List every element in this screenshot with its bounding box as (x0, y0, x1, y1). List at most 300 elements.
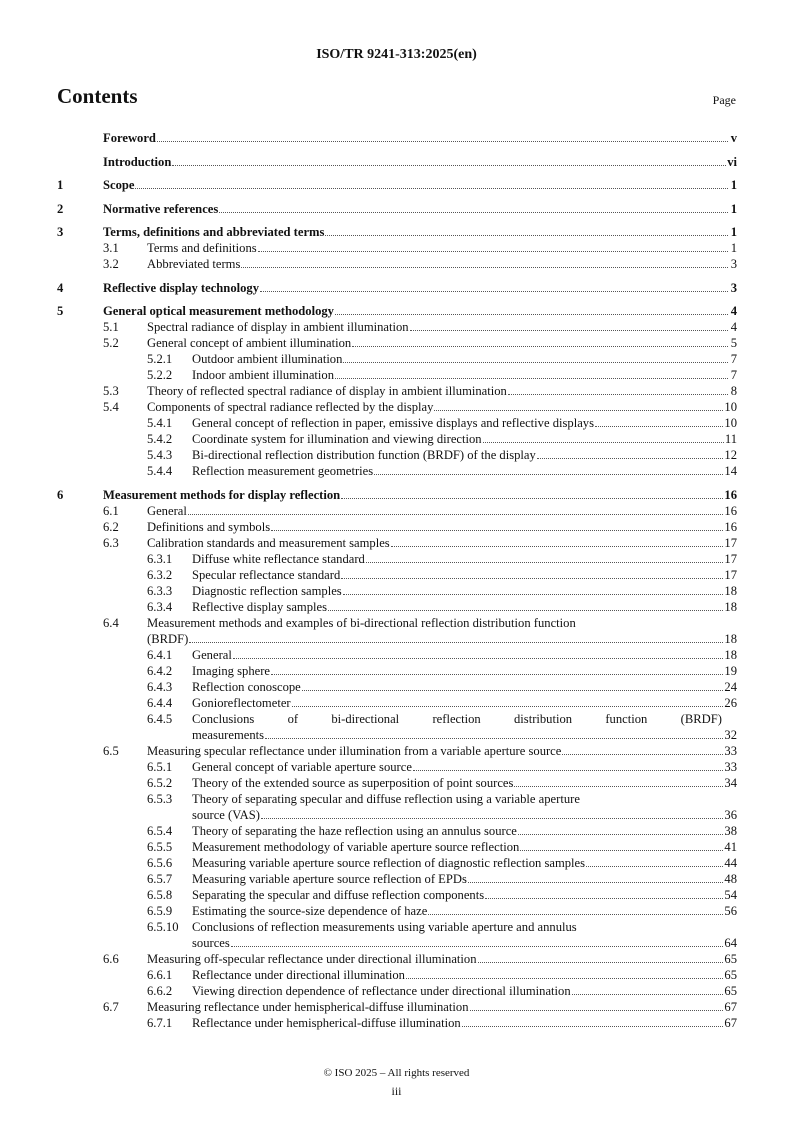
toc-entry-line (57, 201, 737, 217)
section-number: 5.4.4 (147, 464, 173, 478)
toc-entry-line (57, 903, 737, 919)
dot-leader (302, 690, 724, 691)
toc-entry-line (57, 551, 737, 567)
section-title[interactable]: Measurement methods for display reflection (103, 487, 341, 502)
section-title-continuation[interactable]: source (VAS) (192, 807, 260, 822)
section-title[interactable]: Theory of reflected spectral radiance of display in ambient illumination (147, 384, 507, 398)
page-ref[interactable]: 67 (724, 999, 737, 1014)
page-ref[interactable]: 26 (724, 695, 737, 710)
section-number: 5.4.2 (147, 432, 173, 446)
page-ref[interactable]: 56 (724, 903, 737, 918)
section-title[interactable]: Normative references (103, 201, 219, 216)
section-number: 6.4.4 (147, 695, 173, 710)
section-number: 6.4.1 (147, 647, 173, 662)
dot-leader (172, 165, 726, 166)
toc-entry[interactable] (57, 695, 737, 711)
page-ref[interactable]: 65 (724, 983, 737, 998)
toc-entry[interactable] (57, 839, 737, 855)
toc-entry-line (57, 791, 737, 807)
page-ref[interactable]: 33 (724, 743, 737, 758)
section-number: 5.3 (103, 384, 119, 398)
dot-leader (157, 141, 728, 142)
section-title[interactable]: Gonioreflectometer (192, 695, 291, 710)
section-number: 6.3.1 (147, 551, 173, 566)
dot-leader (335, 378, 728, 379)
section-title[interactable]: Components of spectral radiance reflected by the display (147, 400, 434, 414)
section-title[interactable]: Measuring specular reflectance under illumination from a variable aperture source (147, 743, 562, 758)
toc-entry-line (57, 743, 737, 759)
section-title[interactable]: Indoor ambient illumination (192, 368, 335, 382)
dot-leader (572, 994, 724, 995)
toc-entry[interactable] (57, 431, 737, 447)
toc-entry-line (57, 951, 737, 967)
section-number: 6.3.2 (147, 567, 173, 582)
section-title[interactable]: Reflective display samples (192, 599, 327, 614)
page-ref[interactable]: 65 (724, 967, 737, 982)
toc-entry[interactable] (57, 775, 737, 791)
toc-entry[interactable] (57, 663, 737, 679)
section-title[interactable]: Reflectance under hemispherical-diffuse illumination (192, 1015, 461, 1030)
toc-entry[interactable] (57, 280, 737, 296)
toc-entry[interactable] (57, 951, 737, 967)
section-number: 6.5.1 (147, 759, 173, 774)
toc-entry-line (57, 615, 737, 631)
toc-entry[interactable] (57, 256, 737, 272)
dot-leader (231, 946, 724, 947)
section-title[interactable]: General concept of ambient illumination (147, 336, 352, 350)
toc-entry-line (57, 463, 737, 479)
page-ref[interactable]: 3 (730, 280, 737, 295)
toc-entry-line (57, 383, 737, 399)
toc-entry[interactable] (57, 647, 737, 663)
toc-entry[interactable] (57, 759, 737, 775)
page-ref[interactable]: 18 (724, 583, 737, 598)
title-word: distribution (514, 711, 573, 726)
page-ref[interactable]: 16 (724, 487, 737, 502)
dot-leader (341, 578, 723, 579)
toc-entry-line (57, 855, 737, 871)
page-ref[interactable]: 33 (724, 759, 737, 774)
dot-leader (391, 546, 724, 547)
section-title[interactable]: Conclusions of reflection measurements using variable aperture and annulus (192, 919, 577, 934)
section-title[interactable]: Measuring reflectance under hemispherical-diffuse illumination (147, 999, 469, 1014)
dot-leader (595, 426, 723, 427)
section-title[interactable]: Spectral radiance of display in ambient illumination (147, 320, 409, 334)
section-number: 6.4.3 (147, 679, 173, 694)
toc-entry-line (57, 415, 737, 431)
dot-leader (562, 754, 723, 755)
dot-leader (413, 770, 723, 771)
section-title[interactable]: Measuring variable aperture source reflection of diagnostic reflection samples (192, 855, 586, 870)
section-number: 5.2 (103, 336, 119, 350)
page-ref[interactable]: 16 (724, 519, 737, 534)
section-title[interactable]: Specular reflectance standard (192, 567, 341, 582)
toc-entry[interactable] (57, 519, 737, 535)
section-number: 5.2.1 (147, 352, 173, 366)
page-ref[interactable]: 7 (730, 352, 737, 366)
dot-leader (343, 362, 728, 363)
toc-entry[interactable] (57, 855, 737, 871)
dot-leader (518, 834, 724, 835)
dot-leader (189, 642, 723, 643)
toc-entry-line (57, 431, 737, 447)
dot-leader (468, 882, 724, 883)
section-number: 6.4 (103, 615, 119, 630)
toc-entry[interactable] (57, 551, 737, 567)
section-title[interactable]: Theory of separating specular and diffuse reflection using a variable aperture (192, 791, 580, 806)
toc-entry[interactable] (57, 383, 737, 399)
toc-entry-line (57, 567, 737, 583)
toc-entry[interactable] (57, 319, 737, 335)
section-title[interactable]: Outdoor ambient illumination (192, 352, 343, 366)
section-number: 2 (57, 201, 64, 216)
toc-entry-line (57, 367, 737, 383)
toc-entry[interactable] (57, 919, 737, 951)
page-ref[interactable]: 34 (724, 775, 737, 790)
dot-leader (470, 1010, 724, 1011)
section-number: 6.5.7 (147, 871, 173, 886)
section-number: 6.5.8 (147, 887, 173, 902)
dot-leader (258, 251, 728, 252)
dot-leader (485, 898, 723, 899)
section-number: 6.2 (103, 519, 119, 534)
dot-leader (478, 962, 724, 963)
toc-entry[interactable] (57, 415, 737, 431)
page-ref[interactable]: 10 (724, 400, 737, 414)
toc-entry-line (57, 663, 737, 679)
toc-entry-continuation (57, 807, 737, 823)
dot-leader (261, 818, 723, 819)
page-ref[interactable]: 38 (724, 823, 737, 838)
dot-leader (292, 706, 724, 707)
dot-leader (428, 914, 723, 915)
dot-leader (586, 866, 723, 867)
dot-leader (328, 610, 723, 611)
section-number: 6.5.6 (147, 855, 173, 870)
page-ref[interactable]: 1 (730, 178, 737, 192)
page-ref[interactable]: 1 (730, 225, 737, 239)
section-title[interactable]: Reflective display technology (103, 280, 260, 295)
page-ref[interactable]: 4 (730, 304, 737, 318)
dot-leader (343, 594, 724, 595)
toc-entry[interactable] (57, 903, 737, 919)
page-ref[interactable]: 44 (724, 855, 737, 870)
section-number: 6.6 (103, 951, 119, 966)
page-ref[interactable]: vi (727, 154, 737, 169)
toc-entry[interactable] (57, 399, 737, 415)
section-title[interactable]: Estimating the source-size dependence of haze (192, 903, 428, 918)
page-ref[interactable]: 67 (724, 1015, 737, 1030)
page-ref[interactable]: 17 (724, 551, 737, 566)
title-word: of (287, 711, 299, 726)
toc-entry[interactable] (57, 871, 737, 887)
toc-entry[interactable] (57, 130, 737, 146)
section-number: 6.5 (103, 743, 119, 758)
toc-entry-line (57, 319, 737, 335)
section-title[interactable]: Foreword (103, 131, 156, 145)
page-ref[interactable]: 32 (724, 727, 737, 742)
dot-leader (265, 738, 723, 739)
toc-entry[interactable] (57, 823, 737, 839)
toc-entry[interactable] (57, 177, 737, 193)
section-number: 5.2.2 (147, 368, 173, 382)
dot-leader (271, 674, 723, 675)
section-number: 3 (57, 225, 64, 239)
page-ref[interactable]: 17 (724, 535, 737, 550)
section-number: 6.6.2 (147, 983, 173, 998)
toc-entry-line (57, 487, 737, 503)
section-title[interactable]: Introduction (103, 154, 172, 169)
section-title[interactable]: Abbreviated terms (147, 257, 241, 271)
section-title[interactable]: Theory of separating the haze reflection using an annulus source (192, 823, 517, 838)
page-ref[interactable]: 18 (724, 647, 737, 662)
toc-entry-line (57, 839, 737, 855)
dot-leader (483, 442, 724, 443)
section-number: 5 (57, 304, 64, 318)
toc-entry[interactable] (57, 967, 737, 983)
page-ref[interactable]: 18 (724, 631, 737, 646)
section-title-justified[interactable] (192, 711, 722, 727)
section-title[interactable]: Reflection conoscope (192, 679, 301, 694)
section-title[interactable]: General concept of variable aperture source (192, 759, 412, 774)
toc-entry-line (57, 177, 737, 193)
toc-entry[interactable] (57, 567, 737, 583)
dot-leader (434, 410, 723, 411)
dot-leader (406, 978, 723, 979)
dot-leader (537, 458, 724, 459)
dot-leader (241, 267, 728, 268)
toc-entry-line (57, 775, 737, 791)
section-number: 1 (57, 178, 64, 192)
page-ref[interactable]: 1 (730, 241, 737, 255)
toc-entry-line (57, 823, 737, 839)
toc-entry-line (57, 759, 737, 775)
toc-entry-continuation (57, 935, 737, 951)
section-number: 6.5.10 (147, 919, 179, 934)
section-number: 6.5.4 (147, 823, 173, 838)
toc-entry[interactable] (57, 303, 737, 319)
toc-entry[interactable] (57, 487, 737, 503)
section-title[interactable]: Measuring off-specular reflectance under directional illumination (147, 951, 477, 966)
dot-leader (219, 212, 728, 213)
dot-leader (352, 346, 728, 347)
toc-entry-line (57, 695, 737, 711)
section-number: 6.4.2 (147, 663, 173, 678)
title-word: (BRDF) (680, 711, 722, 726)
section-number: 6.7 (103, 999, 119, 1014)
page-title: Contents (57, 84, 138, 108)
toc-entry[interactable] (57, 335, 737, 351)
page-ref[interactable]: 48 (724, 871, 737, 886)
toc-entry-line (57, 983, 737, 999)
page-ref[interactable]: 24 (724, 679, 737, 694)
dot-leader (341, 498, 723, 499)
toc-entry[interactable] (57, 887, 737, 903)
page-ref[interactable]: 64 (724, 935, 737, 950)
toc-entry-line (57, 583, 737, 599)
page-ref[interactable]: 1 (730, 201, 737, 216)
page-ref[interactable]: 41 (724, 839, 737, 854)
section-title[interactable]: General optical measurement methodology (103, 304, 334, 318)
section-number: 6.6.1 (147, 967, 173, 982)
section-title[interactable]: Measuring variable aperture source reflection of EPDs (192, 871, 467, 886)
page-ref[interactable]: 54 (724, 887, 737, 902)
section-number: 5.4 (103, 400, 119, 414)
toc-entry-line (57, 224, 737, 240)
section-title-continuation[interactable]: (BRDF) (147, 631, 189, 646)
section-number: 6.5.5 (147, 839, 173, 854)
toc-entry[interactable] (57, 679, 737, 695)
dot-leader (135, 188, 728, 189)
title-word: Conclusions (192, 711, 255, 726)
toc-entry-line (57, 240, 737, 256)
toc-entry-line (57, 871, 737, 887)
toc-entry-line (57, 303, 737, 319)
toc-entry[interactable] (57, 463, 737, 479)
page-ref[interactable]: 14 (724, 464, 737, 478)
toc-entry[interactable] (57, 201, 737, 217)
page-ref[interactable]: 8 (730, 384, 737, 398)
page-ref[interactable]: 3 (730, 257, 737, 271)
section-number: 5.4.1 (147, 416, 173, 430)
toc-entry-line (57, 447, 737, 463)
toc-entry[interactable] (57, 224, 737, 240)
section-title[interactable]: Reflectance under directional illumination (192, 967, 405, 982)
toc-entry-line (57, 711, 737, 727)
page-ref[interactable]: 36 (724, 807, 737, 822)
page-ref[interactable]: 5 (730, 336, 737, 350)
section-number: 5.1 (103, 320, 119, 334)
toc-entry[interactable] (57, 999, 737, 1015)
section-number: 6.7.1 (147, 1015, 173, 1030)
page-ref[interactable]: 4 (730, 320, 737, 334)
toc-entry[interactable] (57, 583, 737, 599)
dot-leader (335, 314, 728, 315)
section-number: 4 (57, 280, 64, 295)
page-ref[interactable]: 10 (724, 416, 737, 430)
page-number: iii (391, 1084, 402, 1098)
toc-entry[interactable] (57, 240, 737, 256)
page-ref[interactable]: 12 (724, 448, 737, 462)
section-number: 6.3.3 (147, 583, 173, 598)
section-title[interactable]: Measurement methodology of variable aperture source reflection (192, 839, 520, 854)
section-number: 6.3.4 (147, 599, 173, 614)
toc-entry-continuation (57, 631, 737, 647)
toc-entry-line (57, 599, 737, 615)
section-title[interactable]: Imaging sphere (192, 663, 270, 678)
toc-entry[interactable] (57, 447, 737, 463)
toc-entry-line (57, 919, 737, 935)
toc-entry-line (57, 351, 737, 367)
toc-entry[interactable] (57, 743, 737, 759)
toc-entry-line (57, 256, 737, 272)
section-title[interactable]: Terms and definitions (147, 241, 257, 255)
toc-entry[interactable] (57, 791, 737, 823)
dot-leader (508, 394, 728, 395)
section-title[interactable]: Theory of the extended source as superposition of point sources (192, 775, 514, 790)
section-title[interactable]: Scope (103, 178, 135, 192)
toc-entry[interactable] (57, 351, 737, 367)
toc-entry-continuation (57, 727, 737, 743)
toc-entry-line (57, 154, 737, 170)
dot-leader (514, 786, 723, 787)
dot-leader (188, 514, 724, 515)
dot-leader (462, 1026, 724, 1027)
section-number: 6.1 (103, 503, 119, 518)
toc-entry-line (57, 519, 737, 535)
section-title[interactable]: General (192, 647, 232, 662)
toc-entry-line (57, 399, 737, 415)
toc-entry-line (57, 335, 737, 351)
toc-entry-line (57, 535, 737, 551)
page-ref[interactable]: 18 (724, 599, 737, 614)
section-title[interactable]: General (147, 503, 187, 518)
page-ref[interactable]: 7 (730, 368, 737, 382)
toc-entry-line (57, 999, 737, 1015)
toc-entry[interactable] (57, 599, 737, 615)
section-title-continuation[interactable]: sources (192, 935, 230, 950)
page-ref[interactable]: 19 (724, 663, 737, 678)
toc-entry-line (57, 280, 737, 296)
toc-entry[interactable] (57, 983, 737, 999)
document-header: ISO/TR 9241-313:2025(en) (316, 47, 477, 62)
section-title[interactable]: Separating the specular and diffuse reflection components (192, 887, 485, 902)
section-title[interactable]: Diagnostic reflection samples (192, 583, 342, 598)
dot-leader (520, 850, 723, 851)
page-column-label: Page (712, 93, 736, 107)
section-title[interactable]: Coordinate system for illumination and viewing direction (192, 432, 482, 446)
page-ref[interactable]: 17 (724, 567, 737, 582)
toc-entry-line (57, 130, 737, 146)
section-number: 6.5.9 (147, 903, 173, 918)
toc-entry-line (57, 679, 737, 695)
toc-entry-line (57, 647, 737, 663)
toc-entry[interactable] (57, 615, 737, 647)
section-title[interactable]: Viewing direction dependence of reflectance under directional illumination (192, 983, 571, 998)
section-number: 6.5.3 (147, 791, 173, 806)
section-title[interactable]: General concept of reflection in paper, emissive displays and reflective displays (192, 416, 594, 430)
section-title[interactable]: Terms, definitions and abbreviated terms (103, 225, 325, 239)
toc-entry-line (57, 1015, 737, 1031)
section-title[interactable]: Measurement methods and examples of bi-directional reflection distribution function (147, 615, 576, 630)
page-ref[interactable]: 16 (724, 503, 737, 518)
toc-entry[interactable] (57, 503, 737, 519)
page-ref[interactable]: 11 (724, 432, 737, 446)
section-number: 5.4.3 (147, 448, 173, 462)
section-number: 6.5.2 (147, 775, 173, 790)
toc-entry[interactable] (57, 1015, 737, 1031)
toc-entry[interactable] (57, 535, 737, 551)
section-title[interactable]: Bi-directional reflection distribution function (BRDF) of the display (192, 448, 536, 462)
toc-entry[interactable] (57, 154, 737, 170)
toc-entry-line (57, 967, 737, 983)
table-of-contents (57, 130, 737, 1031)
section-title[interactable]: Diffuse white reflectance standard (192, 551, 365, 566)
toc-entry-line (57, 887, 737, 903)
toc-entry[interactable] (57, 711, 737, 743)
section-title[interactable]: Reflection measurement geometries (192, 464, 374, 478)
dot-leader (410, 330, 728, 331)
page-ref[interactable]: 65 (724, 951, 737, 966)
section-title-continuation[interactable]: measurements (192, 727, 265, 742)
dot-leader (260, 291, 728, 292)
page-ref[interactable]: v (730, 131, 737, 145)
title-word: function (605, 711, 648, 726)
section-title[interactable]: Calibration standards and measurement samples (147, 535, 390, 550)
toc-entry[interactable] (57, 367, 737, 383)
section-title[interactable]: Definitions and symbols (147, 519, 271, 534)
section-number: 3.2 (103, 257, 119, 271)
